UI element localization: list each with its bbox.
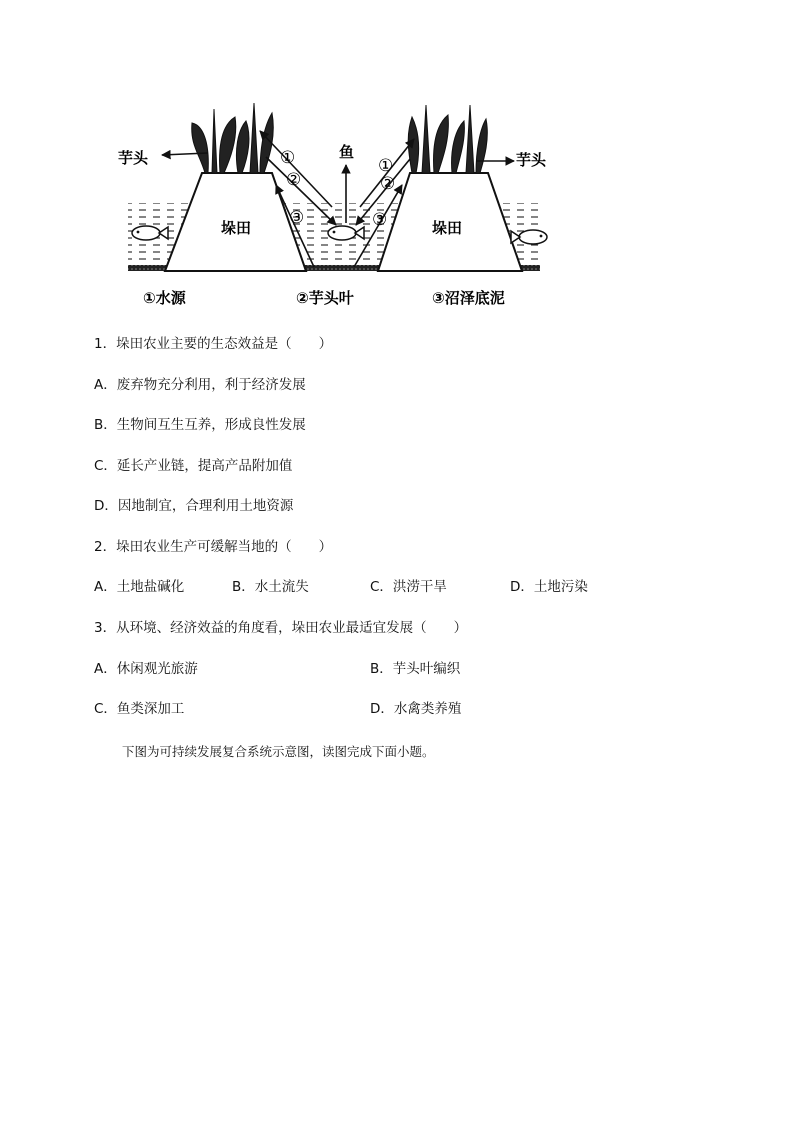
- taro-plant-left-icon: [192, 103, 274, 173]
- taro-plant-right-icon: [408, 105, 487, 173]
- legend-taro-leaf: ②芋头叶: [296, 289, 354, 307]
- question-1-option-a: A．废弃物充分利用，利于经济发展: [94, 377, 306, 393]
- label-num3-left: ③: [289, 208, 305, 228]
- question-3-option-c: C．鱼类深加工: [94, 701, 185, 717]
- question-3-option-d: D．水禽类养殖: [370, 701, 462, 717]
- question-3-option-b: B．芋头叶编织: [370, 661, 461, 677]
- label-field-left: 垛田: [221, 219, 252, 237]
- duotian-diagram: [110, 95, 550, 315]
- question-1-option-b: B．生物间互生互养，形成良性发展: [94, 417, 306, 433]
- question-2-stem: 2．垛田农业生产可缓解当地的（ ）: [94, 539, 333, 555]
- question-3-option-a: A．休闲观光旅游: [94, 661, 198, 677]
- label-num2-left: ②: [286, 170, 302, 190]
- question-2-option-c: C．洪涝干旱: [370, 579, 447, 595]
- label-fish: 鱼: [339, 143, 355, 161]
- next-section-intro: 下图为可持续发展复合系统示意图，读图完成下面小题。: [122, 744, 435, 759]
- label-num2-right: ②: [380, 174, 396, 194]
- question-1-option-c: C．延长产业链，提高产品附加值: [94, 458, 293, 474]
- label-num1-left: ①: [280, 148, 296, 168]
- label-field-right: 垛田: [432, 219, 463, 237]
- question-1-stem: 1．垛田农业主要的生态效益是（ ）: [94, 336, 333, 352]
- question-2-option-b: B．水土流失: [232, 579, 309, 595]
- label-taro-right: 芋头: [516, 151, 547, 169]
- legend-water-source: ①水源: [143, 289, 186, 307]
- question-3-stem: 3．从环境、经济效益的角度看，垛田农业最适宜发展（ ）: [94, 620, 468, 636]
- legend-swamp-mud: ③沼泽底泥: [432, 289, 505, 307]
- label-taro-left: 芋头: [118, 149, 149, 167]
- question-1-option-d: D．因地制宜，合理利用土地资源: [94, 498, 294, 514]
- question-2-option-d: D．土地污染: [510, 579, 588, 595]
- label-num1-right: ①: [378, 156, 394, 176]
- label-num3-right: ③: [372, 210, 388, 230]
- question-2-option-a: A．土地盐碱化: [94, 579, 185, 595]
